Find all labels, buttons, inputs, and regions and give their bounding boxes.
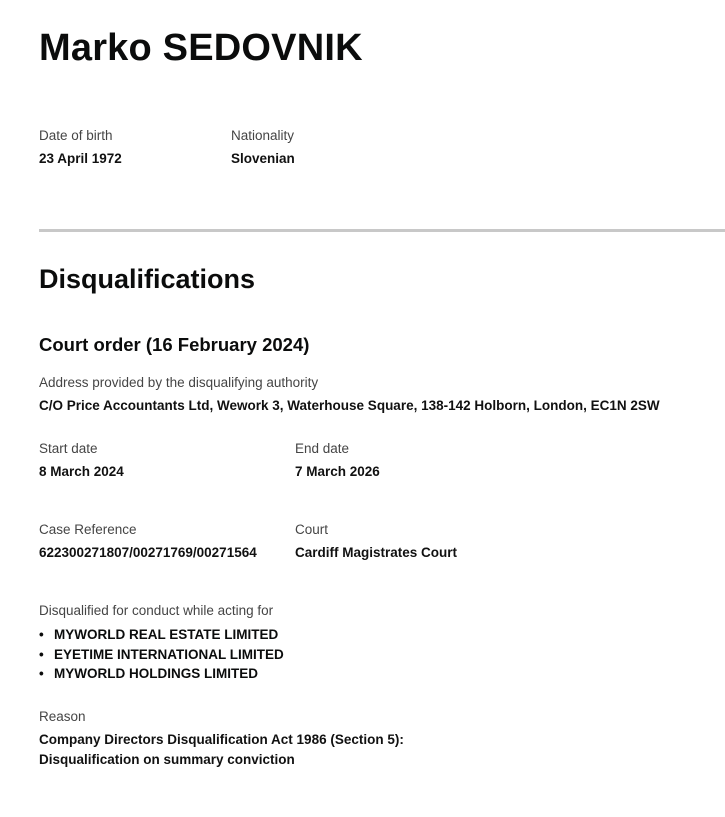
court-value: Cardiff Magistrates Court: [295, 545, 458, 560]
court-order-title: Court order (16 February 2024): [39, 334, 310, 355]
case-reference-label: Case Reference: [39, 522, 137, 537]
conduct-label: Disqualified for conduct while acting for: [39, 603, 274, 618]
bullet-icon: •: [39, 666, 44, 681]
company-name: MYWORLD REAL ESTATE LIMITED: [54, 627, 279, 642]
end-date-label: End date: [295, 441, 350, 456]
reason-label: Reason: [39, 709, 86, 724]
page-title: Marko SEDOVNIK: [39, 27, 363, 69]
list-item: [39, 645, 284, 665]
date-of-birth-field: [39, 127, 122, 167]
company-name: EYETIME INTERNATIONAL LIMITED: [54, 646, 284, 662]
list-item: [39, 625, 284, 645]
list-item: [39, 664, 284, 684]
bullet-icon: •: [39, 627, 44, 642]
start-date-value: 8 March 2024: [39, 464, 124, 479]
address-label: Address provided by the disqualifying authority: [39, 375, 319, 390]
bullet-icon: •: [39, 646, 44, 662]
start-date-label: Start date: [39, 441, 98, 456]
date-of-birth-label: Date of birth: [39, 128, 113, 143]
start-date-field: [39, 440, 124, 480]
date-of-birth-value: 23 April 1972: [39, 151, 122, 166]
company-list: [39, 625, 284, 684]
disqualifications-heading: Disqualifications: [39, 264, 256, 294]
court-label: Court: [295, 522, 329, 537]
section-divider: [39, 229, 725, 232]
nationality-value: Slovenian: [231, 151, 295, 166]
court-field: [295, 521, 457, 561]
end-date-value: 7 March 2026: [295, 464, 380, 479]
end-date-field: [295, 440, 380, 480]
reason-value: Company Directors Disqualification Act 1986 (Section 5): Disqualification on summary conviction: [39, 732, 404, 767]
reason-field: [39, 708, 459, 769]
case-reference-field: [39, 521, 257, 561]
conduct-field: [39, 602, 284, 684]
nationality-label: Nationality: [231, 128, 295, 143]
address-value: C/O Price Accountants Ltd, Wework 3, Waterhouse Square, 138-142 Holborn, London, EC1N 2SW: [39, 398, 660, 413]
case-reference-value: 622300271807/00271769/00271564: [39, 545, 257, 560]
address-field: [39, 374, 660, 414]
nationality-field: [231, 127, 295, 167]
company-name: MYWORLD HOLDINGS LIMITED: [54, 666, 258, 681]
